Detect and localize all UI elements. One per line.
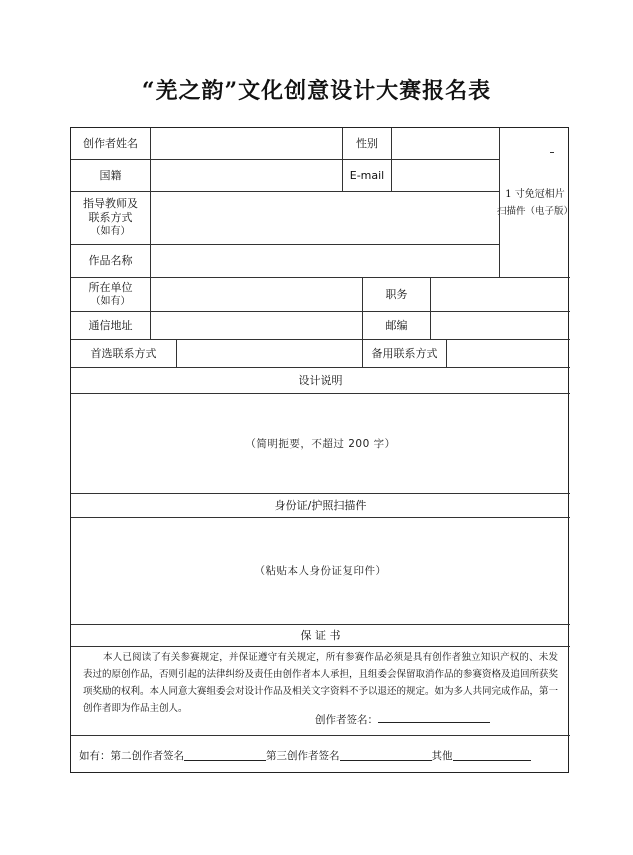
id-hint: （粘贴本人身份证复印件）: [254, 565, 387, 577]
guarantee-text: 本人已阅读了有关参赛规定，并保证遵守有关规定，所有参赛作品必须是具有创作者独立知识产权的、未发表过的原创作品，否则引起的法律纠纷及责任由创作者本人承担，且组委会保留取消作品的参赛资格及追回所获奖项奖励的权利。本人同意大赛组委会对设计作品及相关文字资料不予以退还的规定。如为多人共同完成作品，第一创作者即为作品主创人。: [83, 652, 559, 714]
unit-input[interactable]: [151, 278, 363, 312]
photo-line1: 1 寸免冠相片: [505, 188, 565, 200]
nationality-input[interactable]: [151, 160, 343, 192]
signature-line[interactable]: [378, 712, 490, 723]
third-creator-label: 第三创作者签名: [266, 749, 340, 762]
page-title: “羌之韵”文化创意设计大赛报名表: [141, 78, 492, 104]
other-line[interactable]: [453, 750, 531, 761]
nationality-label: 国籍: [71, 160, 151, 192]
unit-label-line1: 所在单位: [88, 280, 133, 294]
email-label: E-mail: [343, 160, 392, 192]
advisor-label-line3: （如有）: [90, 226, 131, 237]
advisor-label-line2: 联系方式: [88, 211, 133, 224]
registration-form: [70, 127, 573, 773]
unit-label-line2: （如有）: [90, 295, 131, 307]
preferred-contact-input[interactable]: [177, 340, 363, 368]
position-label: 职务: [363, 278, 431, 312]
address-input[interactable]: [151, 312, 363, 340]
other-label: 其他: [431, 749, 453, 762]
design-header: 设计说明: [71, 368, 570, 394]
advisor-label-line1: 指导教师及: [83, 197, 138, 210]
photo-line2: 扫描件（电子版）: [496, 205, 573, 217]
position-input[interactable]: [431, 278, 570, 312]
signature-label: 创作者签名：: [315, 714, 378, 726]
id-header: 身份证/护照扫描件: [71, 494, 570, 518]
gender-label: 性别: [343, 128, 392, 160]
work-name-input[interactable]: [151, 245, 500, 278]
preferred-contact-label: 首选联系方式: [71, 340, 177, 368]
design-input[interactable]: [71, 394, 570, 494]
advisor-input[interactable]: [151, 192, 500, 245]
backup-contact-input[interactable]: [447, 340, 570, 368]
photo-corner-mark: [550, 152, 554, 153]
postcode-input[interactable]: [431, 312, 570, 340]
unit-label: [71, 278, 151, 312]
creator-signature: [315, 712, 490, 727]
photo-box[interactable]: [496, 128, 573, 278]
advisor-label: [71, 192, 151, 245]
id-scan-area[interactable]: [71, 518, 570, 625]
backup-contact-label: 备用联系方式: [363, 340, 447, 368]
work-name-label: 作品名称: [71, 245, 151, 278]
creator-name-input[interactable]: [151, 128, 343, 160]
third-creator-line[interactable]: [340, 750, 432, 761]
gender-input[interactable]: [392, 128, 500, 160]
email-input[interactable]: [392, 160, 500, 192]
guarantee-header: 保 证 书: [71, 625, 570, 647]
address-label: 通信地址: [71, 312, 151, 340]
postcode-label: 邮编: [363, 312, 431, 340]
co-creator-signatures: [71, 735, 570, 774]
second-creator-label: 如有：第二创作者签名: [79, 749, 184, 762]
creator-name-label: 创作者姓名: [71, 128, 151, 160]
second-creator-line[interactable]: [184, 750, 266, 761]
design-hint: （简明扼要，不超过 200 字）: [245, 437, 396, 450]
